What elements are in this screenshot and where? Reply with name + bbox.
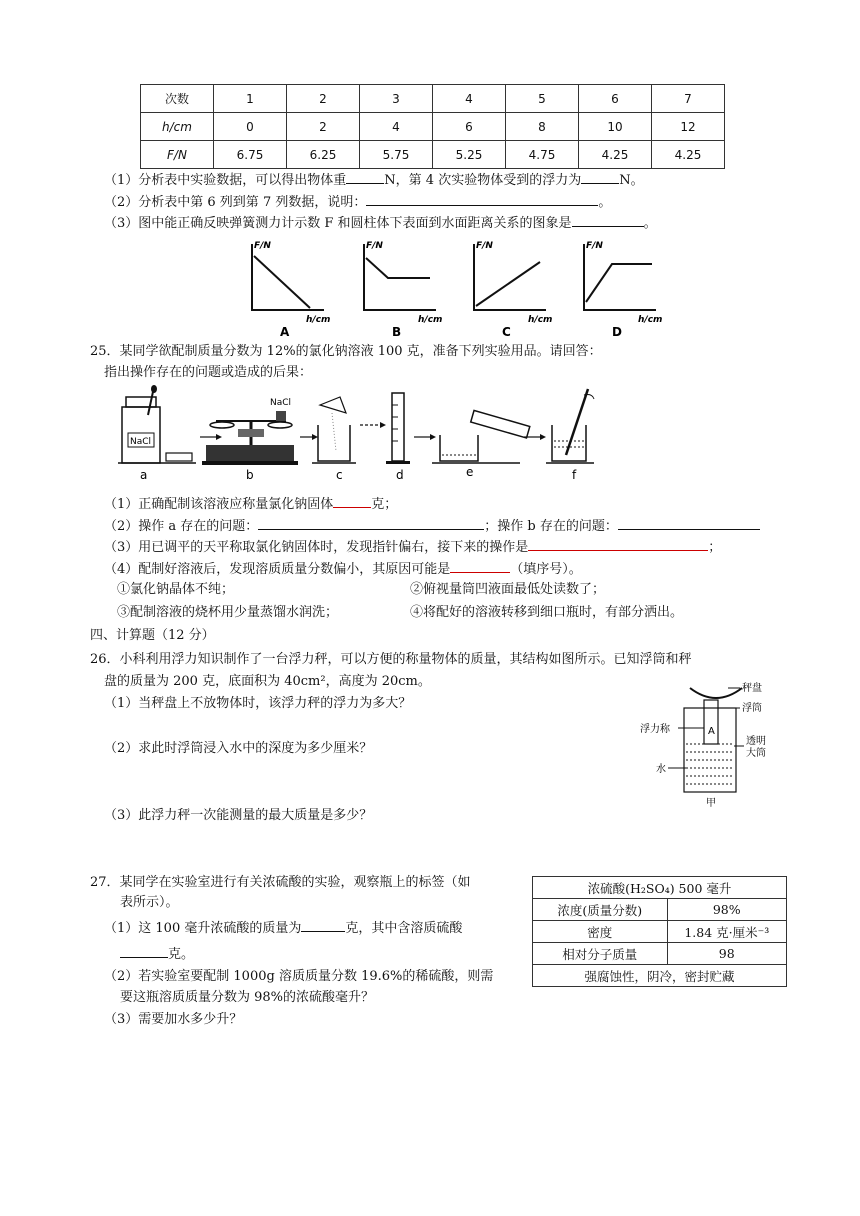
q25-figure <box>110 385 610 485</box>
blank-solute-mass[interactable] <box>120 944 168 958</box>
acid-label-title: 浓硫酸(H₂SO₄) 500 毫升 <box>533 877 787 899</box>
blank-op-a[interactable] <box>258 516 484 530</box>
table-cell: 4.25 <box>652 141 725 169</box>
q25-p2-text-a: （2）操作 a 存在的问题： <box>104 519 259 534</box>
table-cell: 2 <box>287 85 360 113</box>
option-4: ④将配好的溶液转移到细口瓶时，有部分洒出。 <box>410 605 684 620</box>
q25-part2 <box>104 516 760 536</box>
graph-option-label: C <box>502 325 511 339</box>
beaker-pour-illustration <box>312 397 356 463</box>
acid-conc-key: 浓度(质量分数) <box>533 899 668 921</box>
acid-label-table <box>532 876 787 987</box>
acid-mw-value: 98 <box>667 943 786 965</box>
arrow-b-c <box>300 434 318 440</box>
balance-label: NaCl <box>270 398 292 408</box>
q25-p1-text-b: 克； <box>371 497 398 512</box>
q24-part3 <box>104 213 657 233</box>
q27-p1-text-c: 克。 <box>168 947 195 962</box>
q26-part1: （1）当秤盘上不放物体时，该浮力秤的浮力为多大？ <box>104 696 412 711</box>
figure-step-label: c <box>336 468 343 482</box>
graph-option-label: B <box>392 325 402 339</box>
table-cell: 2 <box>287 113 360 141</box>
figure-caption: 甲 <box>706 798 716 809</box>
graph-option-label: A <box>280 325 290 339</box>
arrow-d-e <box>414 434 436 440</box>
q27-p1-text-a: （1）这 100 毫升浓硫酸的质量为 <box>104 921 302 936</box>
graph-curve <box>254 256 310 308</box>
label-a: A <box>708 726 715 737</box>
table-cell: 6.25 <box>287 141 360 169</box>
q25-p2-text-b: ；操作 b 存在的问题： <box>484 519 618 534</box>
blank-next-op[interactable] <box>528 537 708 551</box>
table-cell: 12 <box>652 113 725 141</box>
stir-illustration <box>546 389 594 463</box>
q25-p1-text-a: （1）正确配制该溶液应称量氯化钠固体 <box>104 497 334 512</box>
graph-x-label: h/cm <box>306 315 331 325</box>
q25-p3-text-b: ； <box>708 540 722 555</box>
graph-option-A <box>252 241 330 339</box>
blank-reason[interactable] <box>450 559 510 573</box>
label-tube: 浮筒 <box>742 703 762 714</box>
acid-conc-value: 98% <box>667 899 786 921</box>
graph-y-label: F/N <box>254 241 271 251</box>
table-cell: 5.75 <box>360 141 433 169</box>
q24-p2-text-b: 。 <box>598 195 612 210</box>
blank-conclusion[interactable] <box>366 192 598 206</box>
table-cell: 4.75 <box>506 141 579 169</box>
graph-curve <box>366 258 430 278</box>
q24-p1-text-b: N，第 4 次实验物体受到的浮力为 <box>384 173 582 188</box>
q24-graphs <box>230 238 680 340</box>
q24-p1-text-a: （1）分析表中实验数据，可以得出物体重 <box>104 173 347 188</box>
reagent-jar-illustration <box>118 385 196 463</box>
table-cell: 10 <box>579 113 652 141</box>
graph-x-label: h/cm <box>418 315 443 325</box>
table-cell: 4 <box>433 85 506 113</box>
pour-cylinder-illustration <box>432 410 530 463</box>
q24-part1 <box>104 170 644 190</box>
blank-graph[interactable] <box>572 213 644 227</box>
table-cell: 7 <box>652 85 725 113</box>
q27-part1-cont <box>120 944 194 964</box>
q26-part3: （3）此浮力秤一次能测量的最大质量是多少？ <box>104 808 373 823</box>
table-row <box>141 141 725 169</box>
q26-part2: （2）求此时浮筒浸入水中的深度为多少厘米？ <box>104 741 373 756</box>
label-water: 水 <box>656 764 666 775</box>
option-3: ③配制溶液的烧杯用少量蒸馏水润洗； <box>117 605 339 620</box>
q24-part2 <box>104 192 611 212</box>
graph-y-label: F/N <box>476 241 493 251</box>
cylinder-illustration <box>386 393 410 464</box>
q27-p1-text-b: 克，其中含溶质硫酸 <box>345 921 463 936</box>
table-row <box>141 113 725 141</box>
experiment-table <box>140 84 725 169</box>
label-pan: 秤盘 <box>742 683 762 694</box>
graph-curve <box>586 264 652 302</box>
label-cylinder-2: 大筒 <box>746 748 766 759</box>
arrow-a-b <box>200 434 222 440</box>
acid-density-value: 1.84 克·厘米⁻³ <box>667 921 786 943</box>
q26-line1: 26．小科利用浮力知识制作了一台浮力秤，可以方便的称量物体的质量，其结构如图所示。已知浮筒和秤 <box>90 652 692 667</box>
table-cell: 5.25 <box>433 141 506 169</box>
arrow-c-d <box>360 422 386 428</box>
graph-option-D <box>584 241 662 339</box>
graph-y-label: F/N <box>366 241 383 251</box>
graph-axes <box>584 244 656 310</box>
figure-step-label: f <box>572 468 577 482</box>
q25-part3 <box>104 537 721 557</box>
graph-x-label: h/cm <box>638 315 663 325</box>
table-cell: 1 <box>214 85 287 113</box>
q25-part4 <box>104 559 582 579</box>
graph-curve <box>476 262 540 306</box>
q25-title: 25．某同学欲配制质量分数为 12%的氯化钠溶液 100 克，准备下列实验用品。请回答： <box>90 344 602 359</box>
q25-p3-text-a: （3）用已调平的天平称取氯化钠固体时，发现指针偏右，接下来的操作是 <box>104 540 529 555</box>
q27-line2: 表所示）。 <box>120 895 179 910</box>
q27-line1: 27．某同学在实验室进行有关浓硫酸的实验，观察瓶上的标签（如 <box>90 875 471 890</box>
table-cell: 4.25 <box>579 141 652 169</box>
figure-step-label: e <box>466 465 474 479</box>
blank-acid-mass[interactable] <box>301 918 345 932</box>
q24-p3-text-b: 。 <box>643 216 657 231</box>
q25-part1 <box>104 494 397 514</box>
acid-label-footer: 强腐蚀性，阴冷，密封贮藏 <box>533 965 787 987</box>
label-scale: 浮力称 <box>640 724 670 735</box>
jar-label: NaCl <box>130 437 152 447</box>
figure-step-label: a <box>140 468 148 482</box>
q27-part3: （3）需要加水多少升？ <box>104 1012 243 1027</box>
table-cell: 8 <box>506 113 579 141</box>
float-scale-figure <box>640 680 790 810</box>
table-cell: 5 <box>506 85 579 113</box>
acid-mw-key: 相对分子质量 <box>533 943 668 965</box>
q24-p1-text-c: N。 <box>619 173 644 188</box>
table-cell: 4 <box>360 113 433 141</box>
blank-nacl-mass[interactable] <box>333 494 371 508</box>
table-cell: 6 <box>433 113 506 141</box>
q24-p2-text-a: （2）分析表中第 6 列到第 7 列数据，说明： <box>104 195 367 210</box>
acid-density-key: 密度 <box>533 921 668 943</box>
balance-illustration <box>202 398 298 465</box>
table-cell: 0 <box>214 113 287 141</box>
figure-step-label: d <box>396 468 404 482</box>
q27-part2-b: 要这瓶溶质质量分数为 98%的浓硫酸毫升？ <box>120 990 375 1005</box>
section-heading: 四、计算题（12 分） <box>90 628 215 643</box>
graph-axes <box>252 244 324 310</box>
table-row <box>141 85 725 113</box>
graph-option-B <box>364 241 442 339</box>
row-header: F/N <box>141 141 214 169</box>
q26-line2: 盘的质量为 200 克，底面积为 40cm²，高度为 20cm。 <box>104 674 431 689</box>
blank-buoyancy[interactable] <box>581 170 619 184</box>
figure-step-label: b <box>246 468 254 482</box>
graph-y-label: F/N <box>586 241 603 251</box>
q25-sub: 指出操作存在的问题或造成的后果： <box>104 365 313 380</box>
row-header: h/cm <box>141 113 214 141</box>
graph-x-label: h/cm <box>528 315 553 325</box>
graph-option-label: D <box>612 325 622 339</box>
graph-option-C <box>474 241 552 339</box>
blank-op-b[interactable] <box>618 516 760 530</box>
table-cell: 6 <box>579 85 652 113</box>
table-cell: 6.75 <box>214 141 287 169</box>
blank-weight[interactable] <box>346 170 384 184</box>
row-header: 次数 <box>141 85 214 113</box>
q25-p4-text-b: （填序号）。 <box>510 562 582 577</box>
table-cell: 3 <box>360 85 433 113</box>
option-2: ②俯视量筒凹液面最低处读数了； <box>410 582 606 597</box>
label-cylinder-1: 透明 <box>746 736 766 747</box>
option-1: ①氯化钠晶体不纯； <box>117 582 235 597</box>
q25-p4-text-a: （4）配制好溶液后，发现溶质质量分数偏小，其原因可能是 <box>104 562 451 577</box>
q24-p3-text-a: （3）图中能正确反映弹簧测力计示数 F 和圆柱体下表面到水面距离关系的图象是 <box>104 216 572 231</box>
q27-part2-a: （2）若实验室要配制 1000g 溶质质量分数 19.6%的稀硫酸，则需 <box>104 969 494 984</box>
q27-part1 <box>104 918 462 938</box>
